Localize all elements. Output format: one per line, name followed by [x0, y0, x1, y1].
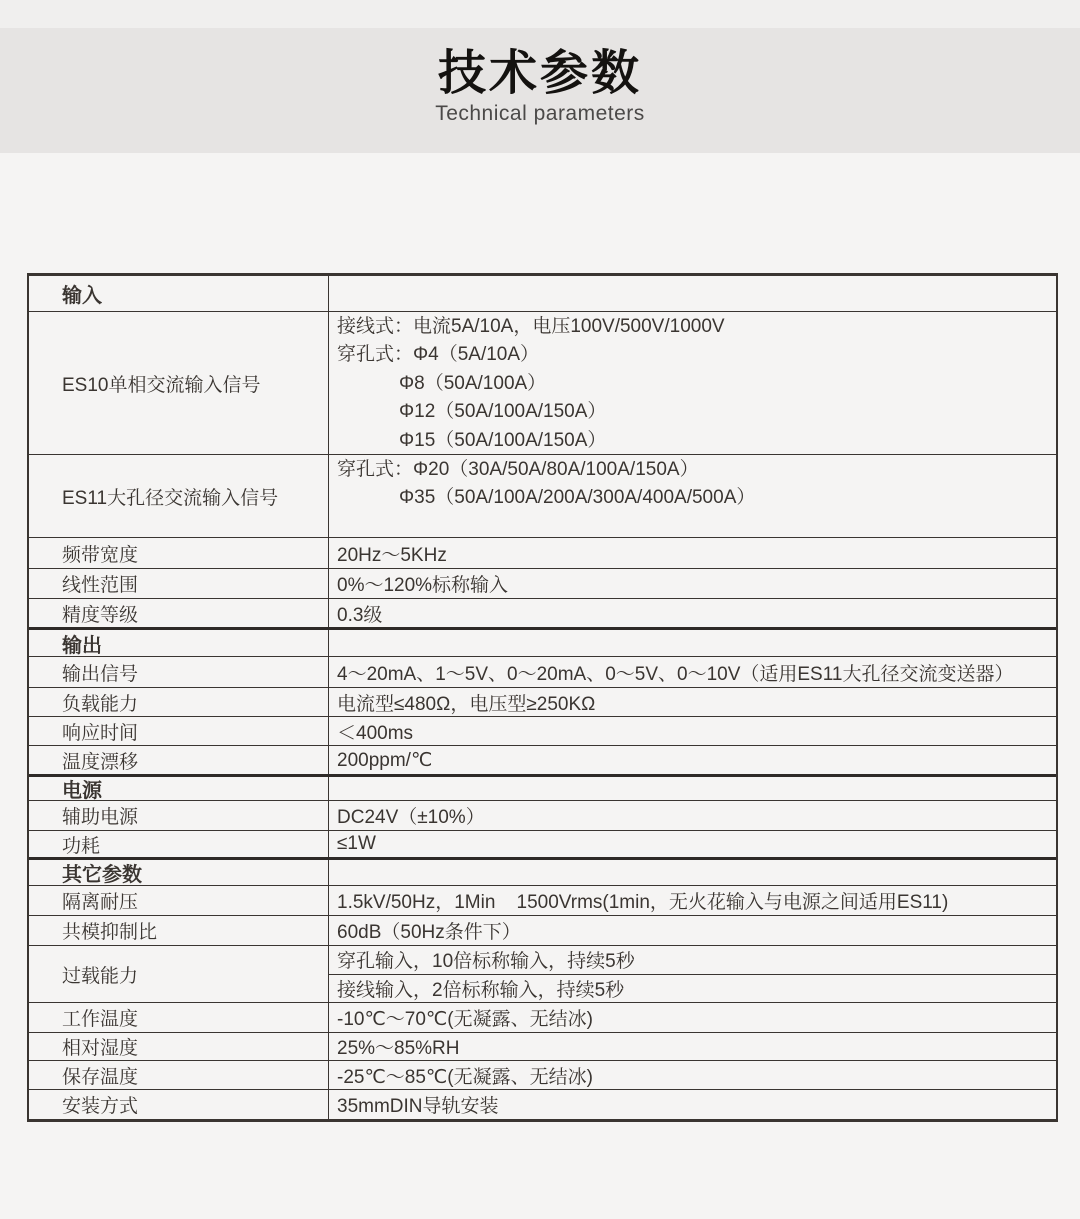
param-label-cell: [29, 886, 329, 915]
table-row-aux-power: [29, 800, 1056, 830]
param-label: 保存温度: [62, 1066, 139, 1088]
table-row-es11: [29, 454, 1056, 537]
param-value-cell: [329, 1033, 1056, 1060]
param-value-cell: [329, 886, 1056, 915]
param-value-cell: [329, 717, 1056, 745]
param-label-cell: [29, 1061, 329, 1089]
section-header-label: 其它参数: [62, 864, 142, 886]
param-value-cell: [329, 1090, 1056, 1119]
table-row-mounting: [29, 1089, 1056, 1119]
param-value-cell: [329, 312, 1056, 454]
empty-cell: [329, 630, 1056, 656]
param-value-line: Φ35（50A/100A/200A/300A/400A/500A）: [399, 487, 756, 509]
table-row-linearity: [29, 568, 1056, 598]
table-row-es10: [29, 311, 1056, 454]
section-header-row-other: [29, 857, 1056, 885]
param-value-line: Φ12（50A/100A/150A）: [399, 401, 607, 423]
param-label: 功耗: [62, 835, 101, 857]
empty-cell: [329, 860, 1056, 885]
param-value-line: 穿孔式：Φ20（30A/50A/80A/100A/150A）: [337, 459, 699, 480]
param-value: DC24V（±10%）: [337, 807, 485, 828]
page-title: 技术参数: [437, 47, 642, 100]
title-band: [0, 28, 1080, 153]
param-label: 温度漂移: [62, 751, 139, 773]
param-label-cell: [29, 688, 329, 716]
param-value-subcell: [329, 974, 1056, 1003]
param-label: 响应时间: [62, 722, 139, 744]
param-value-cell: [329, 657, 1056, 687]
param-value: 1.5kV/50Hz，1Min 1500Vrms(1min，无火花输入与电源之间适用ES11): [337, 892, 949, 913]
table-row-humidity: [29, 1032, 1056, 1060]
param-value-cell: [329, 916, 1056, 945]
section-header-label: 电源: [62, 780, 102, 802]
param-label: 线性范围: [62, 575, 139, 596]
param-value: 接线输入，2倍标称输入，持续5秒: [337, 979, 625, 1001]
section-header-cell: [29, 630, 329, 656]
param-value-line: Φ15（50A/100A/150A）: [399, 429, 607, 451]
param-label-cell: [29, 455, 329, 537]
param-value-cell: [329, 688, 1056, 716]
param-value-subcell: [329, 946, 1056, 974]
param-label-cell: [29, 569, 329, 598]
section-header-label: 输入: [62, 285, 102, 307]
param-value-cell: [329, 538, 1056, 568]
section-header-row-power: [29, 774, 1056, 800]
param-label-cell: [29, 599, 329, 627]
param-label: 负载能力: [62, 693, 139, 715]
section-header-cell: [29, 276, 329, 311]
param-label: ES11大孔径交流输入信号: [62, 487, 279, 509]
table-row-power-consumption: [29, 830, 1056, 857]
table-row-accuracy: [29, 598, 1056, 627]
empty-cell: [329, 777, 1056, 800]
param-label-cell: [29, 1090, 329, 1119]
param-label: 过载能力: [62, 965, 139, 987]
param-value: 4～20mA、1～5V、0～20mA、0～5V、0～10V（适用ES11大孔径交流变送器）: [337, 663, 1014, 685]
section-header-label: 输出: [62, 634, 102, 657]
param-label-cell: [29, 312, 329, 454]
param-value: ＜400ms: [337, 722, 414, 744]
table-row-operating-temp: [29, 1002, 1056, 1032]
table-row-isolation: [29, 885, 1056, 915]
table-row-load-capacity: [29, 687, 1056, 716]
param-value: 0.3级: [337, 604, 383, 626]
param-label-cell: [29, 916, 329, 945]
param-value-line: 接线式：电流5A/10A，电压100V/500V/1000V: [337, 316, 725, 337]
param-value: 电流型≤480Ω，电压型≥250KΩ: [337, 693, 596, 715]
param-value: -25℃～85℃(无凝露、无结冰): [337, 1066, 593, 1088]
param-value-cell: [329, 1003, 1056, 1032]
param-label: 工作温度: [62, 1009, 139, 1030]
param-label-cell: [29, 717, 329, 745]
param-value: 0%～120%标称输入: [337, 575, 509, 596]
param-value-cell: [329, 946, 1056, 1002]
param-label-cell: [29, 946, 329, 1002]
param-label: 安装方式: [62, 1096, 139, 1117]
spec-table: [27, 273, 1058, 1122]
param-label-cell: [29, 1033, 329, 1060]
param-value: 35mmDIN导轨安装: [337, 1096, 499, 1117]
param-label: 输出信号: [62, 663, 139, 685]
param-value-line: 穿孔式：Φ4（5A/10A）: [337, 344, 540, 366]
table-row-output-signal: [29, 656, 1056, 687]
param-label-cell: [29, 657, 329, 687]
param-value: 60dB（50Hz条件下）: [337, 922, 521, 943]
param-label-cell: [29, 746, 329, 774]
param-value: 200ppm/℃: [337, 749, 433, 771]
section-header-cell: [29, 777, 329, 800]
table-row-overload: [29, 945, 1056, 1002]
param-label-cell: [29, 1003, 329, 1032]
param-value-cell: [329, 801, 1056, 830]
page-subtitle: Technical parameters: [435, 102, 645, 125]
param-value: 25%～85%RH: [337, 1038, 460, 1059]
param-value-cell: [329, 455, 1056, 537]
param-value-cell: [329, 569, 1056, 598]
param-label: ES10单相交流输入信号: [62, 374, 261, 396]
top-strip: [0, 0, 1080, 28]
section-header-cell: [29, 860, 329, 885]
param-value: -10℃～70℃(无凝露、无结冰): [337, 1009, 593, 1030]
param-label: 隔离耐压: [62, 892, 139, 913]
table-row-cmrr: [29, 915, 1056, 945]
param-value: 20Hz～5KHz: [337, 544, 447, 566]
param-value-cell: [329, 831, 1056, 857]
param-value: 穿孔输入，10倍标称输入，持续5秒: [337, 951, 635, 973]
param-label-cell: [29, 538, 329, 568]
table-row-response-time: [29, 716, 1056, 745]
param-label: 相对湿度: [62, 1038, 139, 1059]
param-value-cell: [329, 746, 1056, 774]
param-label-cell: [29, 801, 329, 830]
param-label: 精度等级: [62, 604, 139, 626]
param-value-cell: [329, 599, 1056, 627]
param-label: 共模抑制比: [62, 922, 158, 943]
empty-cell: [329, 276, 1056, 311]
table-row-storage-temp: [29, 1060, 1056, 1089]
section-header-row-input: [29, 276, 1056, 311]
section-header-row-output: [29, 627, 1056, 656]
param-value-line: Φ8（50A/100A）: [399, 372, 547, 394]
param-label: 辅助电源: [62, 807, 139, 828]
param-label: 频带宽度: [62, 544, 139, 566]
param-value-cell: [329, 1061, 1056, 1089]
table-row-bandwidth: [29, 537, 1056, 568]
table-row-temp-drift: [29, 745, 1056, 774]
param-label-cell: [29, 831, 329, 857]
param-value: ≤1W: [337, 833, 376, 854]
